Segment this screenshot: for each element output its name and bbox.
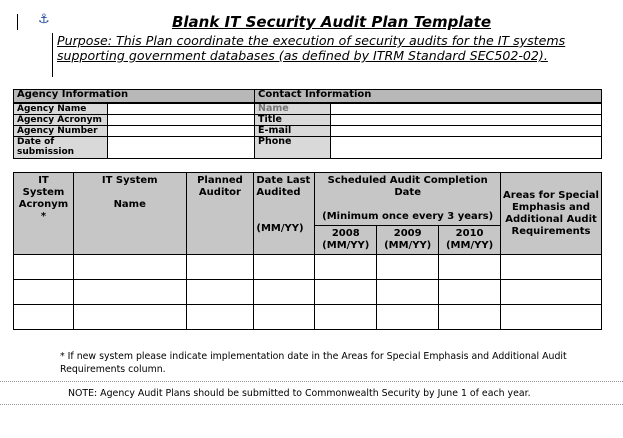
table-cell[interactable] xyxy=(501,305,602,330)
col-year-2008-label: 2008 xyxy=(331,228,360,239)
contact-phone-field[interactable] xyxy=(331,136,602,158)
col-date-last-audited-format: (MM/YY) xyxy=(256,223,304,234)
col-year-2009 xyxy=(377,226,439,255)
contact-title-field[interactable] xyxy=(331,114,602,125)
table-cell[interactable] xyxy=(439,255,501,280)
submission-date-label: Date of submission xyxy=(14,136,108,158)
submission-note: NOTE: Agency Audit Plans should be submitted to Commonwealth Security by June 1 of each year. xyxy=(68,388,531,399)
table-cell[interactable] xyxy=(14,255,74,280)
table-cell[interactable] xyxy=(14,280,74,305)
divider xyxy=(0,404,623,405)
purpose-text: Purpose: This Plan coordinate the execution of security audits for the IT systems supporting government databases (as defined by ITRM Standard SEC502-02). xyxy=(57,33,566,63)
col-year-2009-label: 2009 xyxy=(393,228,422,239)
col-year-2010 xyxy=(439,226,501,255)
purpose-margin-bar xyxy=(52,33,53,77)
col-date-last-audited xyxy=(254,173,315,255)
agency-acronym-label: Agency Acronym xyxy=(14,114,108,125)
contact-info-header: Contact Information xyxy=(255,90,602,103)
col-system-acronym: IT System Acronym * xyxy=(14,173,74,255)
col-system-name-line1: IT System xyxy=(101,175,158,186)
col-year-2010-format: (MM/YY) xyxy=(445,240,494,251)
table-cell[interactable] xyxy=(377,280,439,305)
table-cell[interactable] xyxy=(501,280,602,305)
agency-name-field[interactable] xyxy=(108,103,255,115)
col-system-name xyxy=(73,173,186,255)
table-cell[interactable] xyxy=(186,280,254,305)
contact-email-label: E-mail xyxy=(255,125,331,136)
table-cell[interactable] xyxy=(315,280,377,305)
table-cell[interactable] xyxy=(439,280,501,305)
submission-date-field[interactable] xyxy=(108,136,255,158)
col-planned-auditor: Planned Auditor xyxy=(186,173,254,255)
col-scheduled-completion xyxy=(315,173,501,226)
page-title: Blank IT Security Audit Plan Template xyxy=(171,13,492,31)
table-cell[interactable] xyxy=(254,305,315,330)
table-row xyxy=(14,280,602,305)
audit-plan-table xyxy=(13,172,602,330)
col-special-emphasis: Areas for Special Emphasis and Additional Audit Requirements xyxy=(501,173,602,255)
table-cell[interactable] xyxy=(377,255,439,280)
col-scheduled-label: Scheduled Audit Completion Date xyxy=(327,175,488,198)
contact-name-label: Name xyxy=(255,103,331,115)
table-row xyxy=(14,305,602,330)
table-cell[interactable] xyxy=(315,255,377,280)
table-cell[interactable] xyxy=(186,305,254,330)
table-cell[interactable] xyxy=(315,305,377,330)
agency-acronym-field[interactable] xyxy=(108,114,255,125)
divider xyxy=(0,381,623,382)
footnote: * If new system please indicate implementation date in the Areas for Special Emphasis and Additional Audit Requirements column. xyxy=(60,351,567,375)
table-cell[interactable] xyxy=(439,305,501,330)
table-cell[interactable] xyxy=(14,305,74,330)
agency-name-label: Agency Name xyxy=(14,103,108,115)
col-date-last-audited-label: Date Last Audited xyxy=(256,175,311,198)
contact-phone-label: Phone xyxy=(255,136,331,158)
col-year-2009-format: (MM/YY) xyxy=(384,240,432,251)
col-year-2008-format: (MM/YY) xyxy=(322,240,370,251)
table-cell[interactable] xyxy=(73,305,186,330)
contact-name-field[interactable] xyxy=(331,103,602,115)
table-cell[interactable] xyxy=(73,280,186,305)
contact-title-label: Title xyxy=(255,114,331,125)
agency-contact-table xyxy=(13,89,602,159)
col-scheduled-note: (Minimum once every 3 years) xyxy=(322,211,494,222)
contact-email-field[interactable] xyxy=(331,125,602,136)
agency-number-label: Agency Number xyxy=(14,125,108,136)
col-year-2008 xyxy=(315,226,377,255)
agency-number-field[interactable] xyxy=(108,125,255,136)
table-cell[interactable] xyxy=(501,255,602,280)
table-cell[interactable] xyxy=(73,255,186,280)
col-system-name-line2: Name xyxy=(113,199,146,210)
table-cell[interactable] xyxy=(186,255,254,280)
anchor-icon: ⚓ xyxy=(38,12,50,27)
table-cell[interactable] xyxy=(254,255,315,280)
table-row xyxy=(14,255,602,280)
table-cell[interactable] xyxy=(254,280,315,305)
table-cell[interactable] xyxy=(377,305,439,330)
col-year-2010-label: 2010 xyxy=(455,228,484,239)
agency-info-header: Agency Information xyxy=(14,90,255,103)
